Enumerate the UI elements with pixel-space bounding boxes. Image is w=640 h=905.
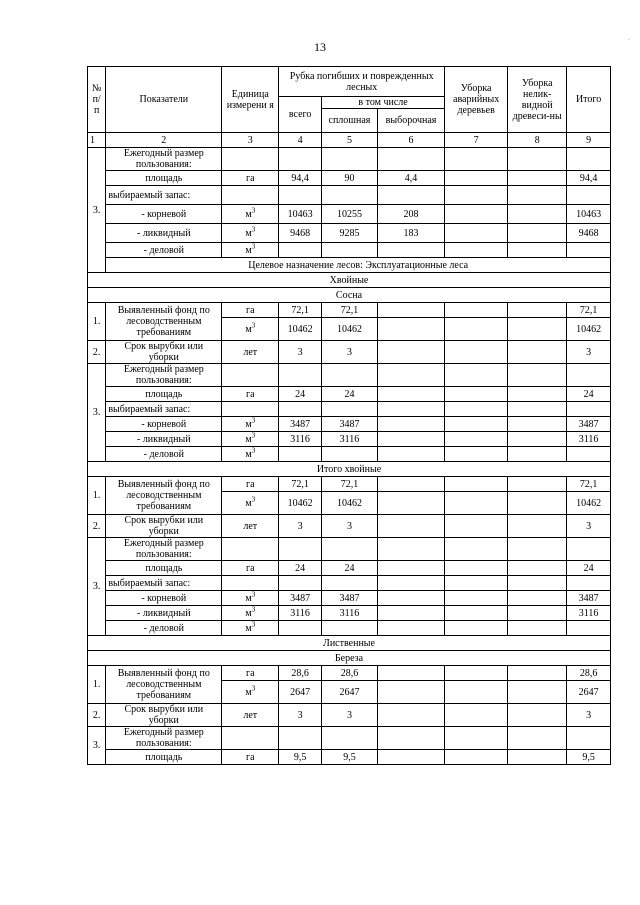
- table-row: [88, 704, 611, 727]
- header-felling-group: Рубка погибших и поврежденных лесных: [279, 67, 445, 97]
- root-label: - корневой: [106, 591, 222, 606]
- unit-cell: $м^3$: [222, 447, 279, 462]
- value-cell: [445, 224, 508, 243]
- table-row: [88, 750, 611, 765]
- table-row: [88, 666, 611, 681]
- row-number: 2.: [88, 704, 106, 727]
- unit-cell: $м^3$: [222, 606, 279, 621]
- annual-size-label: Ежегодный размер пользования:: [106, 364, 222, 387]
- unit-cell: $м^3$: [222, 681, 279, 704]
- page-number: 13: [314, 40, 326, 54]
- section-deciduous: Лиственные: [88, 636, 611, 651]
- header-selective: выборочная: [377, 109, 444, 133]
- unit-cell: га: [222, 387, 279, 402]
- value-cell: 3116: [567, 606, 611, 621]
- value-cell: 3: [321, 341, 377, 364]
- value-cell: 3487: [321, 417, 377, 432]
- value-cell: 3: [567, 704, 611, 727]
- value-cell: 28,6: [567, 666, 611, 681]
- header-continuous: сплошная: [321, 109, 377, 133]
- table-row: [88, 417, 611, 432]
- value-cell: 10462: [567, 492, 611, 515]
- value-cell: 10462: [567, 318, 611, 341]
- unit-cell: лет: [222, 515, 279, 538]
- col-number: 5: [321, 133, 377, 148]
- table-row: [88, 576, 611, 591]
- row-number: 3.: [88, 148, 106, 273]
- table-row: [88, 387, 611, 402]
- row-number: 3.: [88, 727, 106, 765]
- value-cell: 3487: [567, 417, 611, 432]
- value-cell: 72,1: [567, 303, 611, 318]
- table-row: [88, 515, 611, 538]
- section-row: [88, 651, 611, 666]
- header-indicators: Показатели: [106, 67, 222, 133]
- stock-label: выбираемый запас:: [106, 576, 222, 591]
- unit-cell: га: [222, 303, 279, 318]
- unit-cell: лет: [222, 341, 279, 364]
- business-label: - деловой: [106, 447, 222, 462]
- value-cell: 3487: [279, 417, 322, 432]
- col-number: 8: [508, 133, 567, 148]
- value-cell: 24: [321, 387, 377, 402]
- annual-size-label: Ежегодный размер пользования:: [106, 727, 222, 750]
- col-number: 1: [88, 133, 106, 148]
- value-cell: 9285: [321, 224, 377, 243]
- value-cell: 3: [279, 515, 322, 538]
- value-cell: 28,6: [279, 666, 322, 681]
- table-row: [88, 591, 611, 606]
- value-cell: 72,1: [279, 303, 322, 318]
- header-including: в том числе: [321, 97, 444, 109]
- unit-cell: $м^3$: [222, 205, 279, 224]
- row-number: 2.: [88, 341, 106, 364]
- unit-cell: $м^3$: [222, 621, 279, 636]
- table-row: [88, 432, 611, 447]
- value-cell: 24: [567, 561, 611, 576]
- forest-use-table: [87, 66, 611, 765]
- value-cell: 3487: [567, 591, 611, 606]
- value-cell: 9,5: [279, 750, 322, 765]
- value-cell: 2647: [321, 681, 377, 704]
- unit-cell: га: [222, 666, 279, 681]
- header-emergency: Уборка аварийных деревьев: [445, 67, 508, 133]
- section-purpose: Целевое назначение лесов: Эксплуатационные леса: [106, 258, 611, 273]
- unit-cell: га: [222, 171, 279, 186]
- value-cell: 3: [321, 515, 377, 538]
- col-number: 3: [222, 133, 279, 148]
- section-row: [88, 462, 611, 477]
- column-number-row: [88, 133, 611, 148]
- value-cell: 90: [321, 171, 377, 186]
- row-number: 3.: [88, 364, 106, 462]
- unit-cell: $м^3$: [222, 318, 279, 341]
- value-cell: 10463: [279, 205, 322, 224]
- table-row: [88, 303, 611, 318]
- table-row: [88, 341, 611, 364]
- section-conifers: Хвойные: [88, 273, 611, 288]
- value-cell: 2647: [279, 681, 322, 704]
- liquid-label: - ликвидный: [106, 606, 222, 621]
- row-number: 1.: [88, 477, 106, 515]
- root-label: - корневой: [106, 205, 222, 224]
- section-pine: Сосна: [88, 288, 611, 303]
- value-cell: 10462: [279, 492, 322, 515]
- unit-cell: лет: [222, 704, 279, 727]
- value-cell: 9468: [567, 224, 611, 243]
- area-label: площадь: [106, 387, 222, 402]
- area-label: площадь: [106, 561, 222, 576]
- table-row: [88, 364, 611, 387]
- value-cell: 72,1: [321, 477, 377, 492]
- table-row: [88, 447, 611, 462]
- period-label: Срок вырубки или уборки: [106, 341, 222, 364]
- unit-cell: $м^3$: [222, 224, 279, 243]
- value-cell: 208: [377, 205, 444, 224]
- value-cell: 3: [279, 704, 322, 727]
- header-num: № п/ п: [88, 67, 106, 133]
- value-cell: 3: [567, 341, 611, 364]
- row-number: 3.: [88, 538, 106, 636]
- value-cell: 3116: [567, 432, 611, 447]
- value-cell: [508, 171, 567, 186]
- table-row: [88, 171, 611, 186]
- value-cell: 72,1: [279, 477, 322, 492]
- value-cell: 3487: [321, 591, 377, 606]
- table-row: [88, 148, 611, 171]
- value-cell: 10462: [279, 318, 322, 341]
- table-row: [88, 402, 611, 417]
- value-cell: 28,6: [321, 666, 377, 681]
- area-label: площадь: [106, 171, 222, 186]
- value-cell: 3116: [279, 606, 322, 621]
- section-conifers-total: Итого хвойные: [88, 462, 611, 477]
- header-row: [88, 67, 611, 97]
- section-row: [88, 636, 611, 651]
- value-cell: [445, 171, 508, 186]
- period-label: Срок вырубки или уборки: [106, 704, 222, 727]
- value-cell: [445, 205, 508, 224]
- period-label: Срок вырубки или уборки: [106, 515, 222, 538]
- liquid-label: - ликвидный: [106, 224, 222, 243]
- fund-label: Выявленный фонд по лесоводственным требованиям: [106, 303, 222, 341]
- value-cell: 9,5: [321, 750, 377, 765]
- value-cell: 3: [279, 341, 322, 364]
- section-row: [88, 288, 611, 303]
- value-cell: 72,1: [567, 477, 611, 492]
- table-row: [88, 186, 611, 205]
- table-row: [88, 224, 611, 243]
- table-row: [88, 727, 611, 750]
- col-number: 2: [106, 133, 222, 148]
- col-number: 7: [445, 133, 508, 148]
- row-number: 2.: [88, 515, 106, 538]
- corner-mark: .: [628, 34, 630, 42]
- table-row: [88, 606, 611, 621]
- unit-cell: $м^3$: [222, 417, 279, 432]
- value-cell: 24: [567, 387, 611, 402]
- value-cell: 24: [321, 561, 377, 576]
- value-cell: 9,5: [567, 750, 611, 765]
- header-unit: Единица измерени я: [222, 67, 279, 133]
- value-cell: 72,1: [321, 303, 377, 318]
- value-cell: 10462: [321, 492, 377, 515]
- annual-size-label: Ежегодный размер пользования:: [106, 538, 222, 561]
- unit-cell: $м^3$: [222, 492, 279, 515]
- section-birch: Береза: [88, 651, 611, 666]
- unit-cell: га: [222, 750, 279, 765]
- section-row: [88, 258, 611, 273]
- stock-label: выбираемый запас:: [106, 186, 222, 205]
- unit-cell: $м^3$: [222, 432, 279, 447]
- unit-cell: $м^3$: [222, 591, 279, 606]
- value-cell: 10462: [321, 318, 377, 341]
- value-cell: 94,4: [279, 171, 322, 186]
- value-cell: 2647: [567, 681, 611, 704]
- value-cell: 3: [567, 515, 611, 538]
- value-cell: 3116: [279, 432, 322, 447]
- area-label: площадь: [106, 750, 222, 765]
- table-row: [88, 205, 611, 224]
- header-total: всего: [279, 97, 322, 133]
- table-row: [88, 538, 611, 561]
- fund-label: Выявленный фонд по лесоводственным требованиям: [106, 666, 222, 704]
- business-label: - деловой: [106, 621, 222, 636]
- value-cell: [508, 224, 567, 243]
- table-row: [88, 621, 611, 636]
- value-cell: 3: [321, 704, 377, 727]
- annual-size-label: Ежегодный размер пользования:: [106, 148, 222, 171]
- business-label: - деловой: [106, 243, 222, 258]
- value-cell: 24: [279, 561, 322, 576]
- liquid-label: - ликвидный: [106, 432, 222, 447]
- value-cell: 10463: [567, 205, 611, 224]
- header-nonliquid: Уборка нелик-видной древеси-ны: [508, 67, 567, 133]
- table-row: [88, 243, 611, 258]
- unit-cell: га: [222, 561, 279, 576]
- value-cell: 3116: [321, 606, 377, 621]
- col-number: 6: [377, 133, 444, 148]
- value-cell: 4,4: [377, 171, 444, 186]
- root-label: - корневой: [106, 417, 222, 432]
- row-number: 1.: [88, 666, 106, 704]
- stock-label: выбираемый запас:: [106, 402, 222, 417]
- row-number: 1.: [88, 303, 106, 341]
- value-cell: [508, 205, 567, 224]
- value-cell: 183: [377, 224, 444, 243]
- col-number: 9: [567, 133, 611, 148]
- value-cell: 24: [279, 387, 322, 402]
- table-row: [88, 477, 611, 492]
- section-row: [88, 273, 611, 288]
- unit-cell: га: [222, 477, 279, 492]
- value-cell: 3116: [321, 432, 377, 447]
- value-cell: 3487: [279, 591, 322, 606]
- value-cell: 10255: [321, 205, 377, 224]
- value-cell: 9468: [279, 224, 322, 243]
- table-row: [88, 561, 611, 576]
- value-cell: 94,4: [567, 171, 611, 186]
- unit-cell: $м^3$: [222, 243, 279, 258]
- header-itogo: Итого: [567, 67, 611, 133]
- col-number: 4: [279, 133, 322, 148]
- fund-label: Выявленный фонд по лесоводственным требованиям: [106, 477, 222, 515]
